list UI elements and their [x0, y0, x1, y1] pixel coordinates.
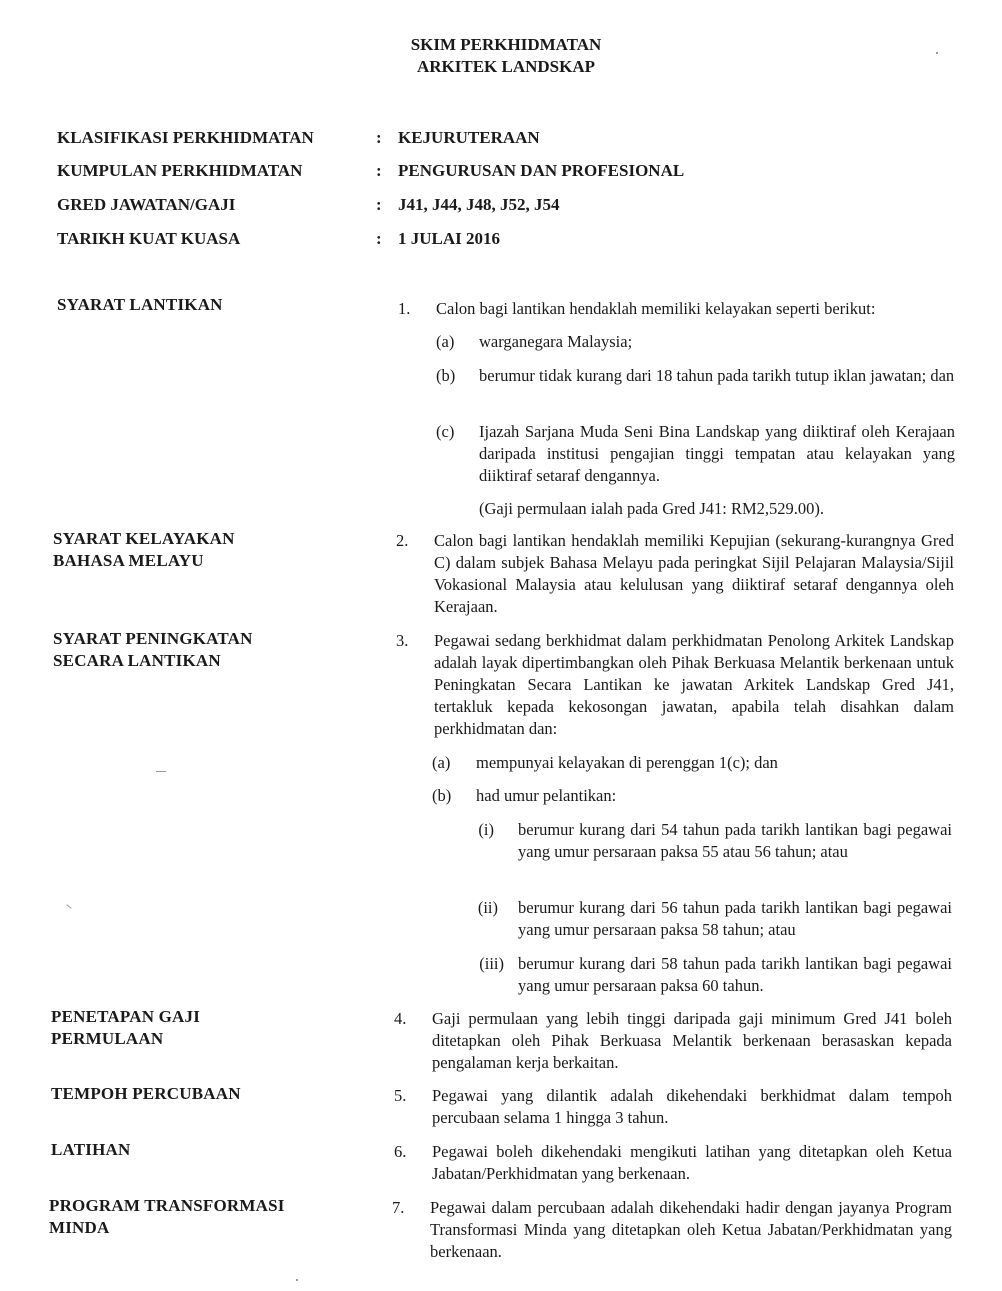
section-2-label-line1: SYARAT KELAYAKAN: [53, 529, 235, 548]
section-4-number: 4.: [394, 1009, 407, 1028]
meta-colon: :: [376, 195, 382, 214]
section-7-text: Pegawai dalam percubaan adalah dikehendaki hadir dengan jayanya Program Transformasi Minda yang ditetapkan oleh Ketua Jabatan/Perkhidmatan yang berkenaan.: [430, 1198, 952, 1261]
meta-colon: :: [376, 128, 382, 147]
scan-speck: [296, 1279, 298, 1281]
section-5-text: Pegawai yang dilantik adalah dikehendaki berkhidmat dalam tempoh percubaan selama 1 hingga 3 tahun.: [432, 1086, 952, 1127]
section-1-item-c-text: Ijazah Sarjana Muda Seni Bina Landskap yang diiktiraf oleh Kerajaan daripada institusi pengajian tinggi tempatan atau kelayakan yang diiktiraf setaraf dengannya.: [479, 422, 955, 485]
meta-value-klasifikasi: KEJURUTERAAN: [398, 128, 540, 147]
section-3-label-line2: SECARA LANTIKAN: [53, 651, 221, 670]
section-4-label-line1: PENETAPAN GAJI: [51, 1007, 201, 1026]
section-3-number: 3.: [396, 631, 409, 650]
section-3-item-a-text: mempunyai kelayakan di perenggan 1(c); dan: [476, 753, 778, 772]
section-1-number: 1.: [398, 299, 411, 318]
section-1-item-a-text: warganegara Malaysia;: [479, 332, 633, 351]
section-3-subitem-i-mark: (i): [478, 820, 494, 839]
section-3-item-a-mark: (a): [432, 753, 451, 772]
meta-label-gred: GRED JAWATAN/GAJI: [57, 195, 236, 214]
section-2-number: 2.: [396, 531, 409, 550]
scan-speck: [936, 52, 938, 54]
meta-value-kumpulan: PENGURUSAN DAN PROFESIONAL: [398, 161, 685, 180]
section-6-label: LATIHAN: [51, 1140, 131, 1159]
section-2-label-line2: BAHASA MELAYU: [53, 551, 204, 570]
section-6-number: 6.: [394, 1142, 407, 1161]
section-5-label: TEMPOH PERCUBAAN: [51, 1084, 241, 1103]
section-3-subitem-iii-text: berumur kurang dari 58 tahun pada tarikh lantikan bagi pegawai yang umur persaraan paksa 60 tahun.: [518, 954, 952, 995]
meta-label-klasifikasi: KLASIFIKASI PERKHIDMATAN: [57, 128, 314, 147]
section-3-subitem-ii-mark: (ii): [477, 898, 498, 917]
section-3-subitem-iii-mark: (iii): [479, 954, 504, 973]
section-6-text: Pegawai boleh dikehendaki mengikuti latihan yang ditetapkan oleh Ketua Jabatan/Perkhidmatan yang berkenaan.: [432, 1142, 952, 1183]
section-1-item-a-mark: (a): [436, 332, 455, 351]
scan-speck: [66, 904, 71, 909]
meta-colon: :: [376, 229, 382, 248]
section-1-label: SYARAT LANTIKAN: [57, 295, 223, 314]
meta-label-tarikh: TARIKH KUAT KUASA: [57, 229, 241, 248]
document-title-line1: SKIM PERKHIDMATAN: [410, 35, 602, 54]
scan-speck: [156, 771, 166, 772]
section-1-item-b-mark: (b): [436, 366, 456, 385]
section-1-text: Calon bagi lantikan hendaklah memiliki kelayakan seperti berikut:: [436, 299, 876, 318]
meta-colon: :: [376, 161, 382, 180]
section-1-salary-note: (Gaji permulaan ialah pada Gred J41: RM2,529.00).: [479, 499, 825, 518]
meta-label-kumpulan: KUMPULAN PERKHIDMATAN: [57, 161, 303, 180]
section-7-label-line2: MINDA: [49, 1218, 110, 1237]
section-3-item-b-mark: (b): [432, 786, 452, 805]
section-3-text: Pegawai sedang berkhidmat dalam perkhidmatan Penolong Arkitek Landskap adalah layak dipertimbangkan oleh Pihak Berkuasa Melantik berkenaan untuk Peningkatan Secara Lantikan ke jawatan Arkitek Landskap Gred J41, tertakluk kepada kekosongan jawatan, apabila telah disahkan dalam perkhidmatan dan:: [434, 631, 954, 738]
document-title-line2: ARKITEK LANDSKAP: [416, 57, 596, 76]
section-5-number: 5.: [394, 1086, 407, 1105]
section-7-number: 7.: [392, 1198, 405, 1217]
section-1-item-b-text: berumur tidak kurang dari 18 tahun pada tarikh tutup iklan jawatan; dan: [479, 366, 955, 385]
section-1-item-c-mark: (c): [436, 422, 455, 441]
meta-value-gred: J41, J44, J48, J52, J54: [398, 195, 560, 214]
section-4-text: Gaji permulaan yang lebih tinggi daripada gaji minimum Gred J41 boleh ditetapkan oleh Pihak Berkuasa Melantik berkenaan berasaskan kepada pengalaman kerja berkaitan.: [432, 1009, 952, 1072]
section-4-label-line2: PERMULAAN: [51, 1029, 164, 1048]
section-3-subitem-i-text: berumur kurang dari 54 tahun pada tarikh lantikan bagi pegawai yang umur persaraan paksa 55 atau 56 tahun; atau: [518, 820, 952, 861]
section-3-item-b-text: had umur pelantikan:: [476, 786, 617, 805]
meta-value-tarikh: 1 JULAI 2016: [398, 229, 501, 248]
section-7-label-line1: PROGRAM TRANSFORMASI: [49, 1196, 285, 1215]
section-2-text: Calon bagi lantikan hendaklah memiliki Kepujian (sekurang-kurangnya Gred C) dalam subjek Bahasa Melayu pada peringkat Sijil Pelajaran Malaysia/Sijil Vokasional Malaysia atau kelulusan yang diiktiraf setaraf dengannya oleh Kerajaan.: [434, 531, 954, 616]
section-3-subitem-ii-text: berumur kurang dari 56 tahun pada tarikh lantikan bagi pegawai yang umur persaraan paksa 58 tahun; atau: [518, 898, 952, 939]
section-3-label-line1: SYARAT PENINGKATAN: [53, 629, 253, 648]
